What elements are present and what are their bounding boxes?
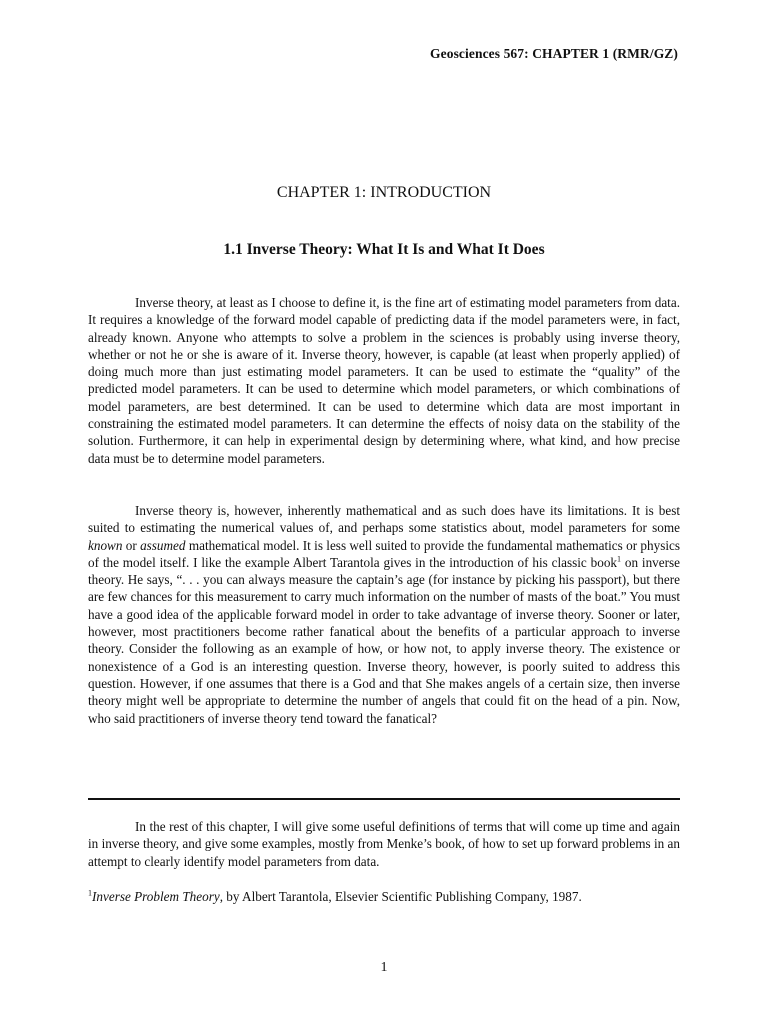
paragraph-2-text-a: Inverse theory is, however, inherently mathematical and as such does have its limitations. It is best suited to estimating the numerical values of, and perhaps some statistics about, model parameters for some: [88, 503, 680, 536]
page-number: 1: [380, 960, 388, 975]
section-title: 1.1 Inverse Theory: What It Is and What It Does: [223, 241, 545, 258]
emphasis-assumed: assumed: [140, 537, 186, 553]
chapter-title: CHAPTER 1: INTRODUCTION: [276, 184, 492, 201]
footnote-marker: 1: [88, 888, 92, 898]
running-header: Geosciences 567: CHAPTER 1 (RMR/GZ): [430, 46, 678, 61]
section-divider: [88, 798, 680, 800]
paragraph-3: [88, 818, 680, 870]
paragraph-3-text: In the rest of this chapter, I will give some useful definitions of terms that will come up time and again in inverse theory, and give some examples, mostly from Menke’s book, of how to set up forward problems in an attempt to clearly identify model parameters from data.: [88, 819, 680, 869]
footnote-citation: , by Albert Tarantola, Elsevier Scientific Publishing Company, 1987.: [219, 889, 582, 904]
paragraph-1: [88, 294, 680, 467]
paragraph-1-text: Inverse theory, at least as I choose to define it, is the fine art of estimating model parameters from data. It requires a knowledge of the forward model capable of predicting data if the model parameters were, in fact, already known. Anyone who attempts to solve a problem in the sciences is probably using inverse theory, whether or not he or she is aware of it. Inverse theory, however, is capable (at least when properly applied) of doing much more than just estimating model parameters. It can be used to estimate the “quality” of the predicted model parameters. It can be used to determine which model parameters, or which combinations of model parameters, are best determined. It can be used to determine which data are most important in constraining the estimated model parameters. It can determine the effects of noisy data on the stability of the solution. Furthermore, it can help in experimental design by determining where, what kind, and how precise data must be to determine model parameters.: [88, 295, 680, 466]
paragraph-2-text-b: mathematical model. It is less well suited to provide the fundamental mathematics or physics of the model itself. I like the example Albert Tarantola gives in the introduction of his classic book: [88, 537, 680, 570]
footnote-reference[interactable]: 1: [617, 554, 622, 564]
paragraph-2: [88, 502, 680, 727]
emphasis-known: known: [88, 537, 123, 553]
footnote-book-title: Inverse Problem Theory: [92, 889, 220, 904]
paragraph-2-text-c: on inverse theory. He says, “. . . you can always measure the captain’s age (for instance by picking his passport), but there are few chances for this measurement to carry much information on the number of masts of the boat.” You must have a good idea of the applicable forward model in order to take advantage of inverse theory. Sooner or later, however, most practitioners become rather fanatical about the benefits of a particular approach to inverse theory. Consider the following as an example of how, or how not, to apply inverse theory. The existence or nonexistence of a God is an interesting question. Inverse theory, however, is poorly suited to address this question. However, if one assumes that there is a God and that She makes angels of a certain size, then inverse theory might well be appropriate to determine the number of angels that could fit on the head of a pin. Now, who said practitioners of inverse theory tend toward the fanatical?: [88, 554, 680, 726]
footnote: [88, 888, 688, 905]
paragraph-2-text-or: or: [122, 537, 141, 553]
